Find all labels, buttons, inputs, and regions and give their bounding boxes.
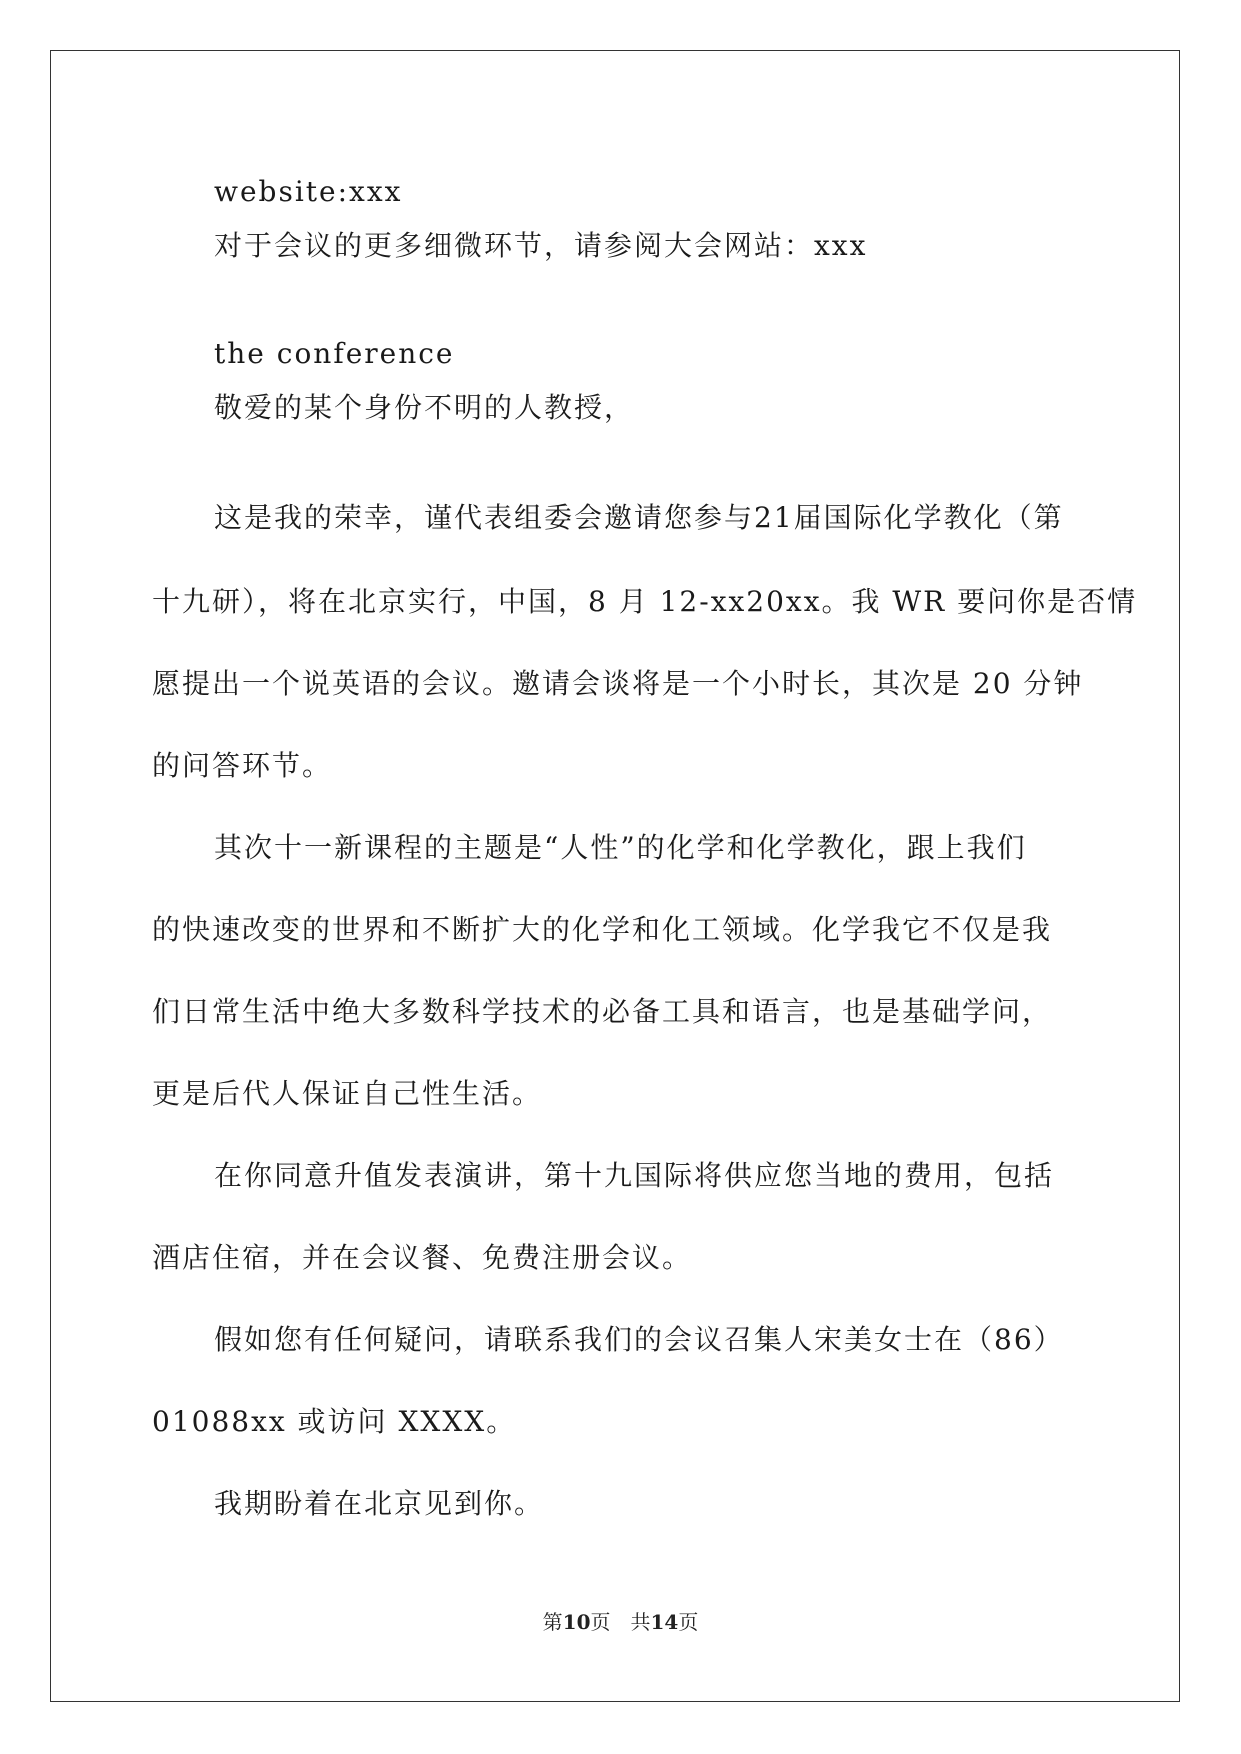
text-line: 的快速改变的世界和不断扩大的化学和化工领域。化学我它不仅是我: [152, 913, 1053, 946]
text-line: the conference: [214, 337, 455, 370]
text-line: 们日常生活中绝大多数科学技术的必备工具和语言，也是基础学问，: [152, 995, 1053, 1028]
footer-middle: 页 共: [590, 1610, 651, 1634]
total-page-number: 14: [650, 1610, 679, 1634]
text-line: 酒店住宿，并在会议餐、免费注册会议。: [152, 1241, 693, 1274]
footer-prefix: 第: [542, 1610, 563, 1634]
page-footer: [0, 1608, 1241, 1636]
text-line: 愿提出一个说英语的会议。邀请会谈将是一个小时长，其次是 20 分钟: [152, 667, 1084, 700]
text-line: website:xxx: [214, 175, 403, 208]
text-line: 更是后代人保证自己性生活。: [152, 1077, 543, 1110]
text-line: 假如您有任何疑问，请联系我们的会议召集人宋美女士在（86）: [214, 1323, 1064, 1356]
text-line: 对于会议的更多细微环节，请参阅大会网站：xxx: [214, 229, 868, 262]
text-line: 的问答环节。: [152, 749, 333, 782]
current-page-number: 10: [562, 1610, 591, 1634]
text-line: 十九研），将在北京实行，中国，8 月 12-xx20xx。我 WR 要问你是否情: [152, 585, 1138, 618]
page-border: [50, 50, 1180, 1702]
text-line: 在你同意升值发表演讲，第十九国际将供应您当地的费用，包括: [214, 1159, 1055, 1192]
footer-suffix: 页: [678, 1610, 699, 1634]
text-line: 其次十一新课程的主题是“人性”的化学和化学教化，跟上我们: [214, 831, 1027, 864]
text-line: 01088xx 或访问 XXXX。: [152, 1405, 517, 1438]
text-line: 敬爱的某个身份不明的人教授，: [214, 391, 635, 424]
text-line: 这是我的荣幸，谨代表组委会邀请您参与21届国际化学教化（第: [214, 501, 1064, 534]
text-line: 我期盼着在北京见到你。: [214, 1487, 545, 1520]
